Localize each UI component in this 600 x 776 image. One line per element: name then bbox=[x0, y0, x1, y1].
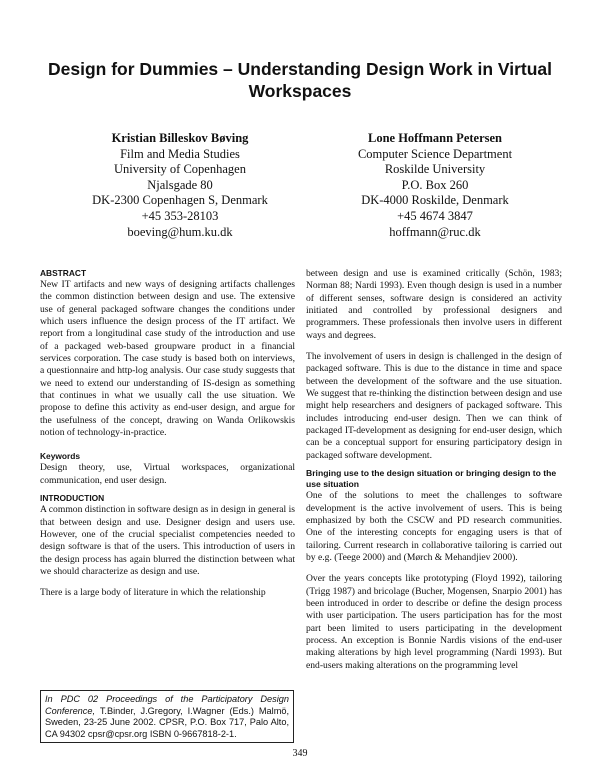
author-block-1 bbox=[50, 131, 310, 240]
author-email: boeving@hum.ku.dk bbox=[127, 224, 233, 239]
author-phone: +45 4674 3847 bbox=[397, 208, 473, 223]
abstract-text: New IT artifacts and new ways of designing artifacts challenges the common distinction between design and use. The extensive use of general packaged software changes the conditions under which users influence the design process of the IT artifact. We report from a longitudinal case study of the introduction and use of a packaged web-based groupware product in a financial services corporation. The case study is based both on interviews, a questionnaire and http-log analysis. Our case study suggests that we need to extend our understanding of IS-design as something that continues in what we usually call the use situation. We propose to define this activity as end-user design, and argue for the usefulness of the concept, drawing on Wanda Orlikowskis notion of technology-in-practice. bbox=[40, 279, 295, 439]
body-paragraph: Over the years concepts like prototyping (Floyd 1992), tailoring (Trigg 1987) and bricolage (Bucher, Mogensen, Snarpio 2001) has been introduced in order to describe or define the design process with user participation. The users participation has for the most part been limited to users participating in the development process. An exception is Bonnie Nardis visions of the end-user making alterations by high level programming (Nardi 1993). But end-users making alterations on the programming level bbox=[306, 573, 562, 671]
body-paragraph: between design and use is examined critically (Schön, 1983; Norman 88; Nardi 1993). Even though design is used in a number of different senses, software design is considered an activity initiated and controlled by professional designers and programmers. These professionals then involve users in different ways and degrees. bbox=[306, 268, 562, 341]
author-affiliation: Film and Media Studies bbox=[120, 146, 240, 161]
introduction-paragraph: A common distinction in software design as in design in general is that between design and use. Designer design and users use. However, one of the crucial specialist competencies needed to design software is that of the users. This introduction of users in the design process has again blurred the distinction between what we should characterize as design and use. bbox=[40, 504, 295, 577]
body-paragraph: One of the solutions to meet the challenges to software development is the active involvement of users. This is being emphasized by both the CSCW and PD research communities. One of the interesting concepts for engaging users is that of tailoring. Current research in collaborative tailoring is carried out by e.g. (Teege 2000) and (Mørch & Mehandjiev 2000). bbox=[306, 490, 562, 563]
introduction-paragraph: There is a large body of literature in which the relationship bbox=[40, 587, 266, 599]
keywords-heading: Keywords bbox=[40, 451, 81, 462]
introduction-heading: INTRODUCTION bbox=[40, 493, 105, 504]
paper-title: Design for Dummies – Understanding Design Work in Virtual Workspaces bbox=[47, 59, 553, 101]
author-street: Njalsgade 80 bbox=[147, 177, 213, 192]
footnote-details: T.Binder, J.Gregory, I.Wagner (Eds.) Malmö, Sweden, 23-25 June 2002. CPSR, P.O. Box 717, Palo Alto, CA 94302 cpsr@cpsr.org ISBN 0-9667818-2-1. bbox=[45, 705, 290, 739]
page-number: 349 bbox=[292, 748, 308, 759]
author-institution: University of Copenhagen bbox=[114, 162, 246, 177]
keywords-text: Design theory, use, Virtual workspaces, organizational communication, end user design. bbox=[40, 462, 295, 486]
section-subheading: Bringing use to the design situation or bringing design to the use situation bbox=[306, 468, 557, 490]
author-name: Lone Hoffmann Petersen bbox=[367, 131, 502, 145]
left-column bbox=[40, 268, 295, 600]
author-block-2 bbox=[305, 131, 565, 240]
footnote-proceedings: In PDC 02 Proceedings of the Participatory Design Conference, bbox=[45, 694, 289, 716]
right-column bbox=[306, 268, 562, 672]
author-email: hoffmann@ruc.dk bbox=[389, 224, 481, 239]
publication-footnote bbox=[40, 690, 294, 743]
author-city: DK-2300 Copenhagen S, Denmark bbox=[92, 193, 268, 208]
author-affiliation: Computer Science Department bbox=[357, 146, 513, 161]
author-institution: Roskilde University bbox=[384, 162, 486, 177]
author-city: DK-4000 Roskilde, Denmark bbox=[361, 193, 509, 208]
author-name: Kristian Billeskov Bøving bbox=[111, 131, 249, 145]
author-street: P.O. Box 260 bbox=[401, 177, 469, 192]
abstract-heading: ABSTRACT bbox=[40, 268, 87, 278]
body-paragraph: The involvement of users in design is challenged in the design of packaged software. This is due to the distance in time and space between the development of the software and the use situation. We suggest that re-thinking the distinction between design and use might help researchers and designers of packaged software. This includes introducing end-user design. Then we can think of packaged IT-development as designing for end-user design, which can be a conceptual support for ensuring participatory design in packaged software development. bbox=[306, 351, 562, 461]
author-phone: +45 353-28103 bbox=[141, 208, 219, 223]
